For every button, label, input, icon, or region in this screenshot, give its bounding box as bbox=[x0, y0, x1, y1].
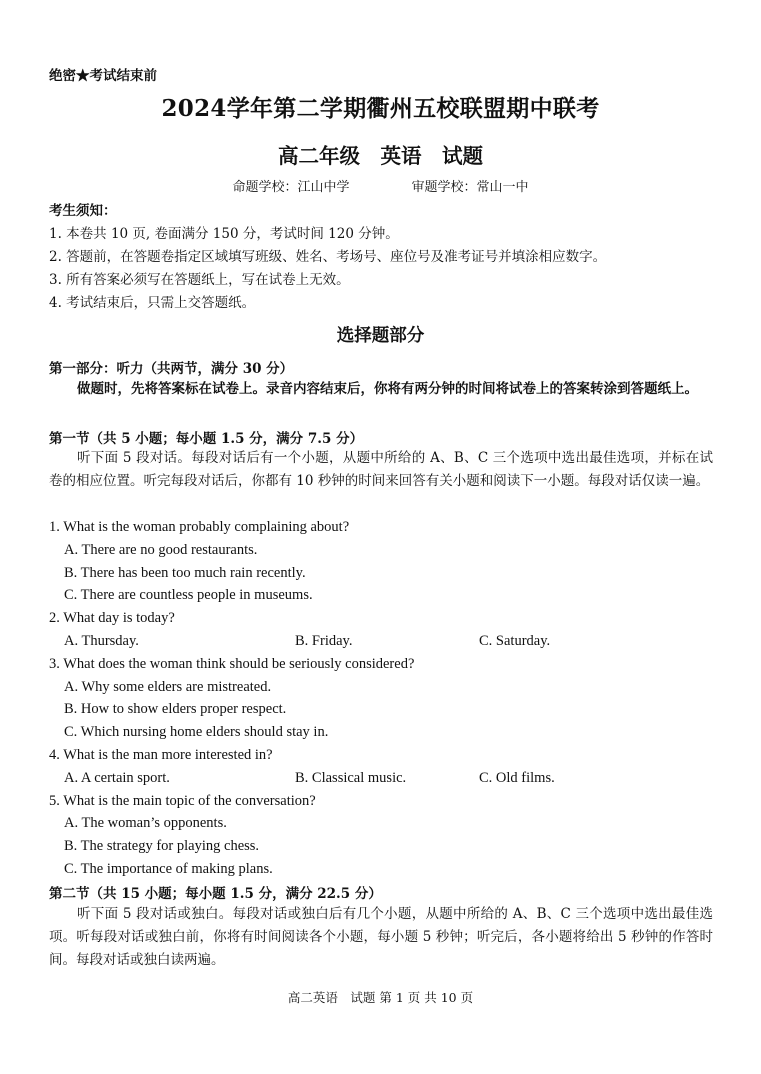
page-footer: 高二英语 试题 第 1 页 共 10 页 bbox=[287, 990, 474, 1005]
q2-option-b: B. Friday. bbox=[295, 633, 353, 649]
q5-option-c: C. The importance of making plans. bbox=[64, 861, 273, 877]
section1-instruction: 听下面 5 段对话。每段对话后有一个小题，从题中所给的 A、B、C 三个选项中选出最佳选项，并标在试卷的相应位置。听完每段对话后，你都有 10 秒钟的时间来回答有关小题和阅读下一小题。每段对话仅读一遍。 bbox=[49, 450, 713, 489]
section2-instruction: 听下面 5 段对话或独白。每段对话或独白后有几个小题，从题中所给的 A、B、C 三个选项中选出最佳选项。听每段对话或独白前，你将有时间阅读各个小题，每小题 5 秒钟；听完后，各小题将给出 5 秒钟的作答时间。每段对话或独白读两遍。 bbox=[49, 906, 713, 968]
q4-option-c: C. Old films. bbox=[479, 770, 555, 786]
reviewing-school: 审题学校：常山一中 bbox=[411, 180, 529, 195]
question-4: 4. What is the man more interested in? bbox=[49, 747, 273, 763]
q2-option-a: A. Thursday. bbox=[64, 633, 139, 649]
question-2: 2. What day is today? bbox=[49, 610, 175, 626]
note-item: 4. 考试结束后，只需上交答题纸。 bbox=[49, 295, 256, 311]
q1-option-a: A. There are no good restaurants. bbox=[64, 542, 258, 558]
q1-option-b: B. There has been too much rain recently. bbox=[64, 565, 306, 581]
q2-option-c: C. Saturday. bbox=[479, 633, 551, 649]
part1-heading: 第一部分：听力（共两节，满分 30 分） bbox=[49, 361, 294, 377]
note-item: 3. 所有答案必须写在答题纸上，写在试卷上无效。 bbox=[49, 272, 350, 288]
school-info bbox=[0, 176, 761, 195]
question-5: 5. What is the main topic of the conversation? bbox=[49, 793, 316, 809]
part1-instruction: 做题时，先将答案标在试卷上。录音内容结束后，你将有两分钟的时间将试卷上的答案转涂到答题纸上。 bbox=[77, 381, 698, 397]
section1-heading: 第一节（共 5 小题；每小题 1.5 分，满分 7.5 分） bbox=[49, 431, 364, 447]
exam-title: 2024学年第二学期衢州五校联盟期中联考 bbox=[161, 95, 600, 122]
q5-option-b: B. The strategy for playing chess. bbox=[64, 838, 260, 854]
question-3: 3. What does the woman think should be seriously considered? bbox=[49, 656, 415, 672]
section-title: 选择题部分 bbox=[336, 326, 425, 346]
confidential-label: 绝密★考试结束前 bbox=[49, 68, 157, 84]
exam-subtitle: 高二年级 英语 试题 bbox=[278, 144, 483, 168]
section2-heading: 第二节（共 15 小题；每小题 1.5 分，满分 22.5 分） bbox=[49, 886, 382, 902]
q1-option-c: C. There are countless people in museums. bbox=[64, 587, 313, 603]
note-item: 2. 答题前，在答题卷指定区域填写班级、姓名、考场号、座位号及准考证号并填涂相应数字。 bbox=[49, 249, 607, 265]
q3-option-a: A. Why some elders are mistreated. bbox=[64, 679, 272, 695]
q3-option-c: C. Which nursing home elders should stay in. bbox=[64, 724, 329, 740]
notes-heading: 考生须知： bbox=[49, 203, 117, 219]
proposing-school: 命题学校：江山中学 bbox=[232, 180, 350, 195]
q4-option-b: B. Classical music. bbox=[295, 770, 407, 786]
q5-option-a: A. The woman’s opponents. bbox=[64, 815, 227, 831]
q3-option-b: B. How to show elders proper respect. bbox=[64, 701, 287, 717]
question-1: 1. What is the woman probably complaining about? bbox=[49, 519, 350, 535]
q4-option-a: A. A certain sport. bbox=[64, 770, 170, 786]
note-item: 1. 本卷共 10 页, 卷面满分 150 分，考试时间 120 分钟。 bbox=[49, 226, 399, 242]
